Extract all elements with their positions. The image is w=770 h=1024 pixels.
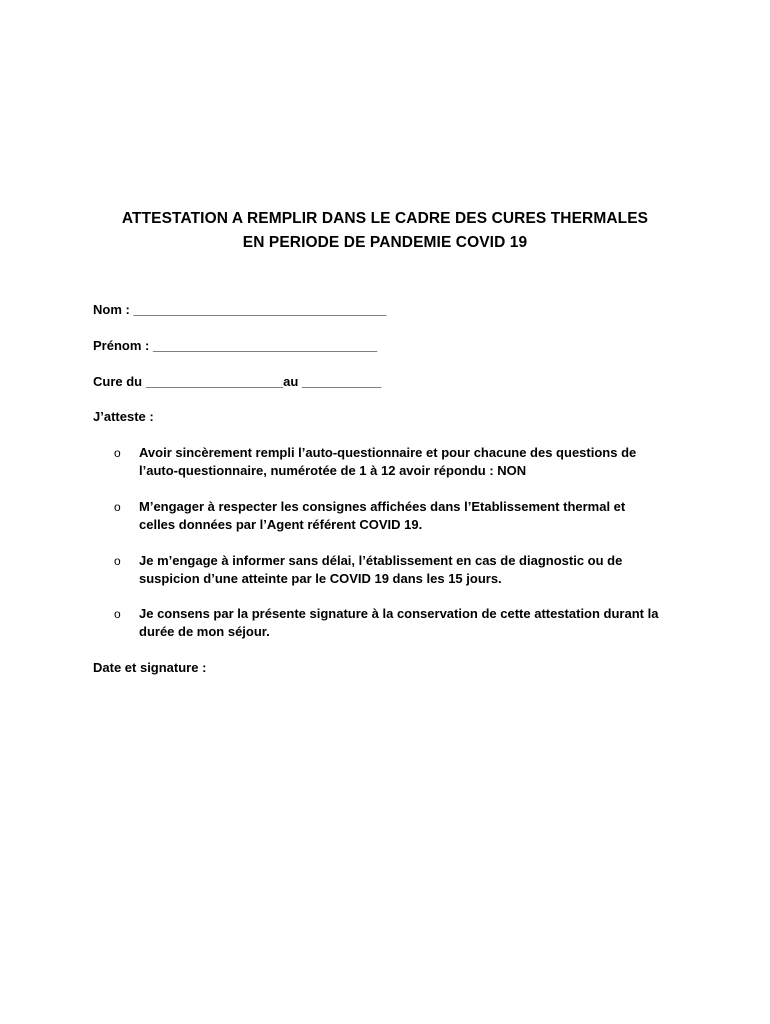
attestation-item-text [139, 498, 709, 534]
attestation-item-line: Avoir sincèrement rempli l’auto-questionnaire et pour chacune des questions de [139, 445, 637, 460]
attestation-item-line: suspicion d’une atteinte par le COVID 19 dans les 15 jours. [139, 571, 502, 586]
cure-dates-field: Cure du ___________________au ___________ [93, 374, 382, 389]
attestation-item-line: M’engager à respecter les consignes affichées dans l’Etablissement thermal et [139, 499, 626, 514]
bullet-circle-icon: o [114, 554, 121, 568]
date-signature-label: Date et signature : [93, 660, 207, 675]
attestation-item-text [139, 552, 709, 588]
bullet-circle-icon: o [114, 500, 121, 514]
attestation-item-text [139, 605, 709, 641]
attestation-item-line: Je m’engage à informer sans délai, l’établissement en cas de diagnostic ou de [139, 553, 623, 568]
attestation-item-text [139, 444, 709, 480]
attestation-item-line: durée de mon séjour. [139, 624, 270, 639]
bullet-circle-icon: o [114, 607, 121, 621]
attestation-item-line: Je consens par la présente signature à la conservation de cette attestation durant la [139, 606, 659, 621]
prenom-field: Prénom : _______________________________ [93, 338, 378, 353]
nom-field: Nom : ___________________________________ [93, 302, 387, 317]
attestation-item-line: celles données par l’Agent référent COVID 19. [139, 517, 423, 532]
atteste-label: J’atteste : [93, 409, 154, 424]
attestation-item-line: l’auto-questionnaire, numérotée de 1 à 12 avoir répondu : NON [139, 463, 527, 478]
document-title-line-2: EN PERIODE DE PANDEMIE COVID 19 [242, 234, 528, 251]
document-title-line-1: ATTESTATION A REMPLIR DANS LE CADRE DES CURES THERMALES [121, 210, 649, 227]
bullet-circle-icon: o [114, 446, 121, 460]
